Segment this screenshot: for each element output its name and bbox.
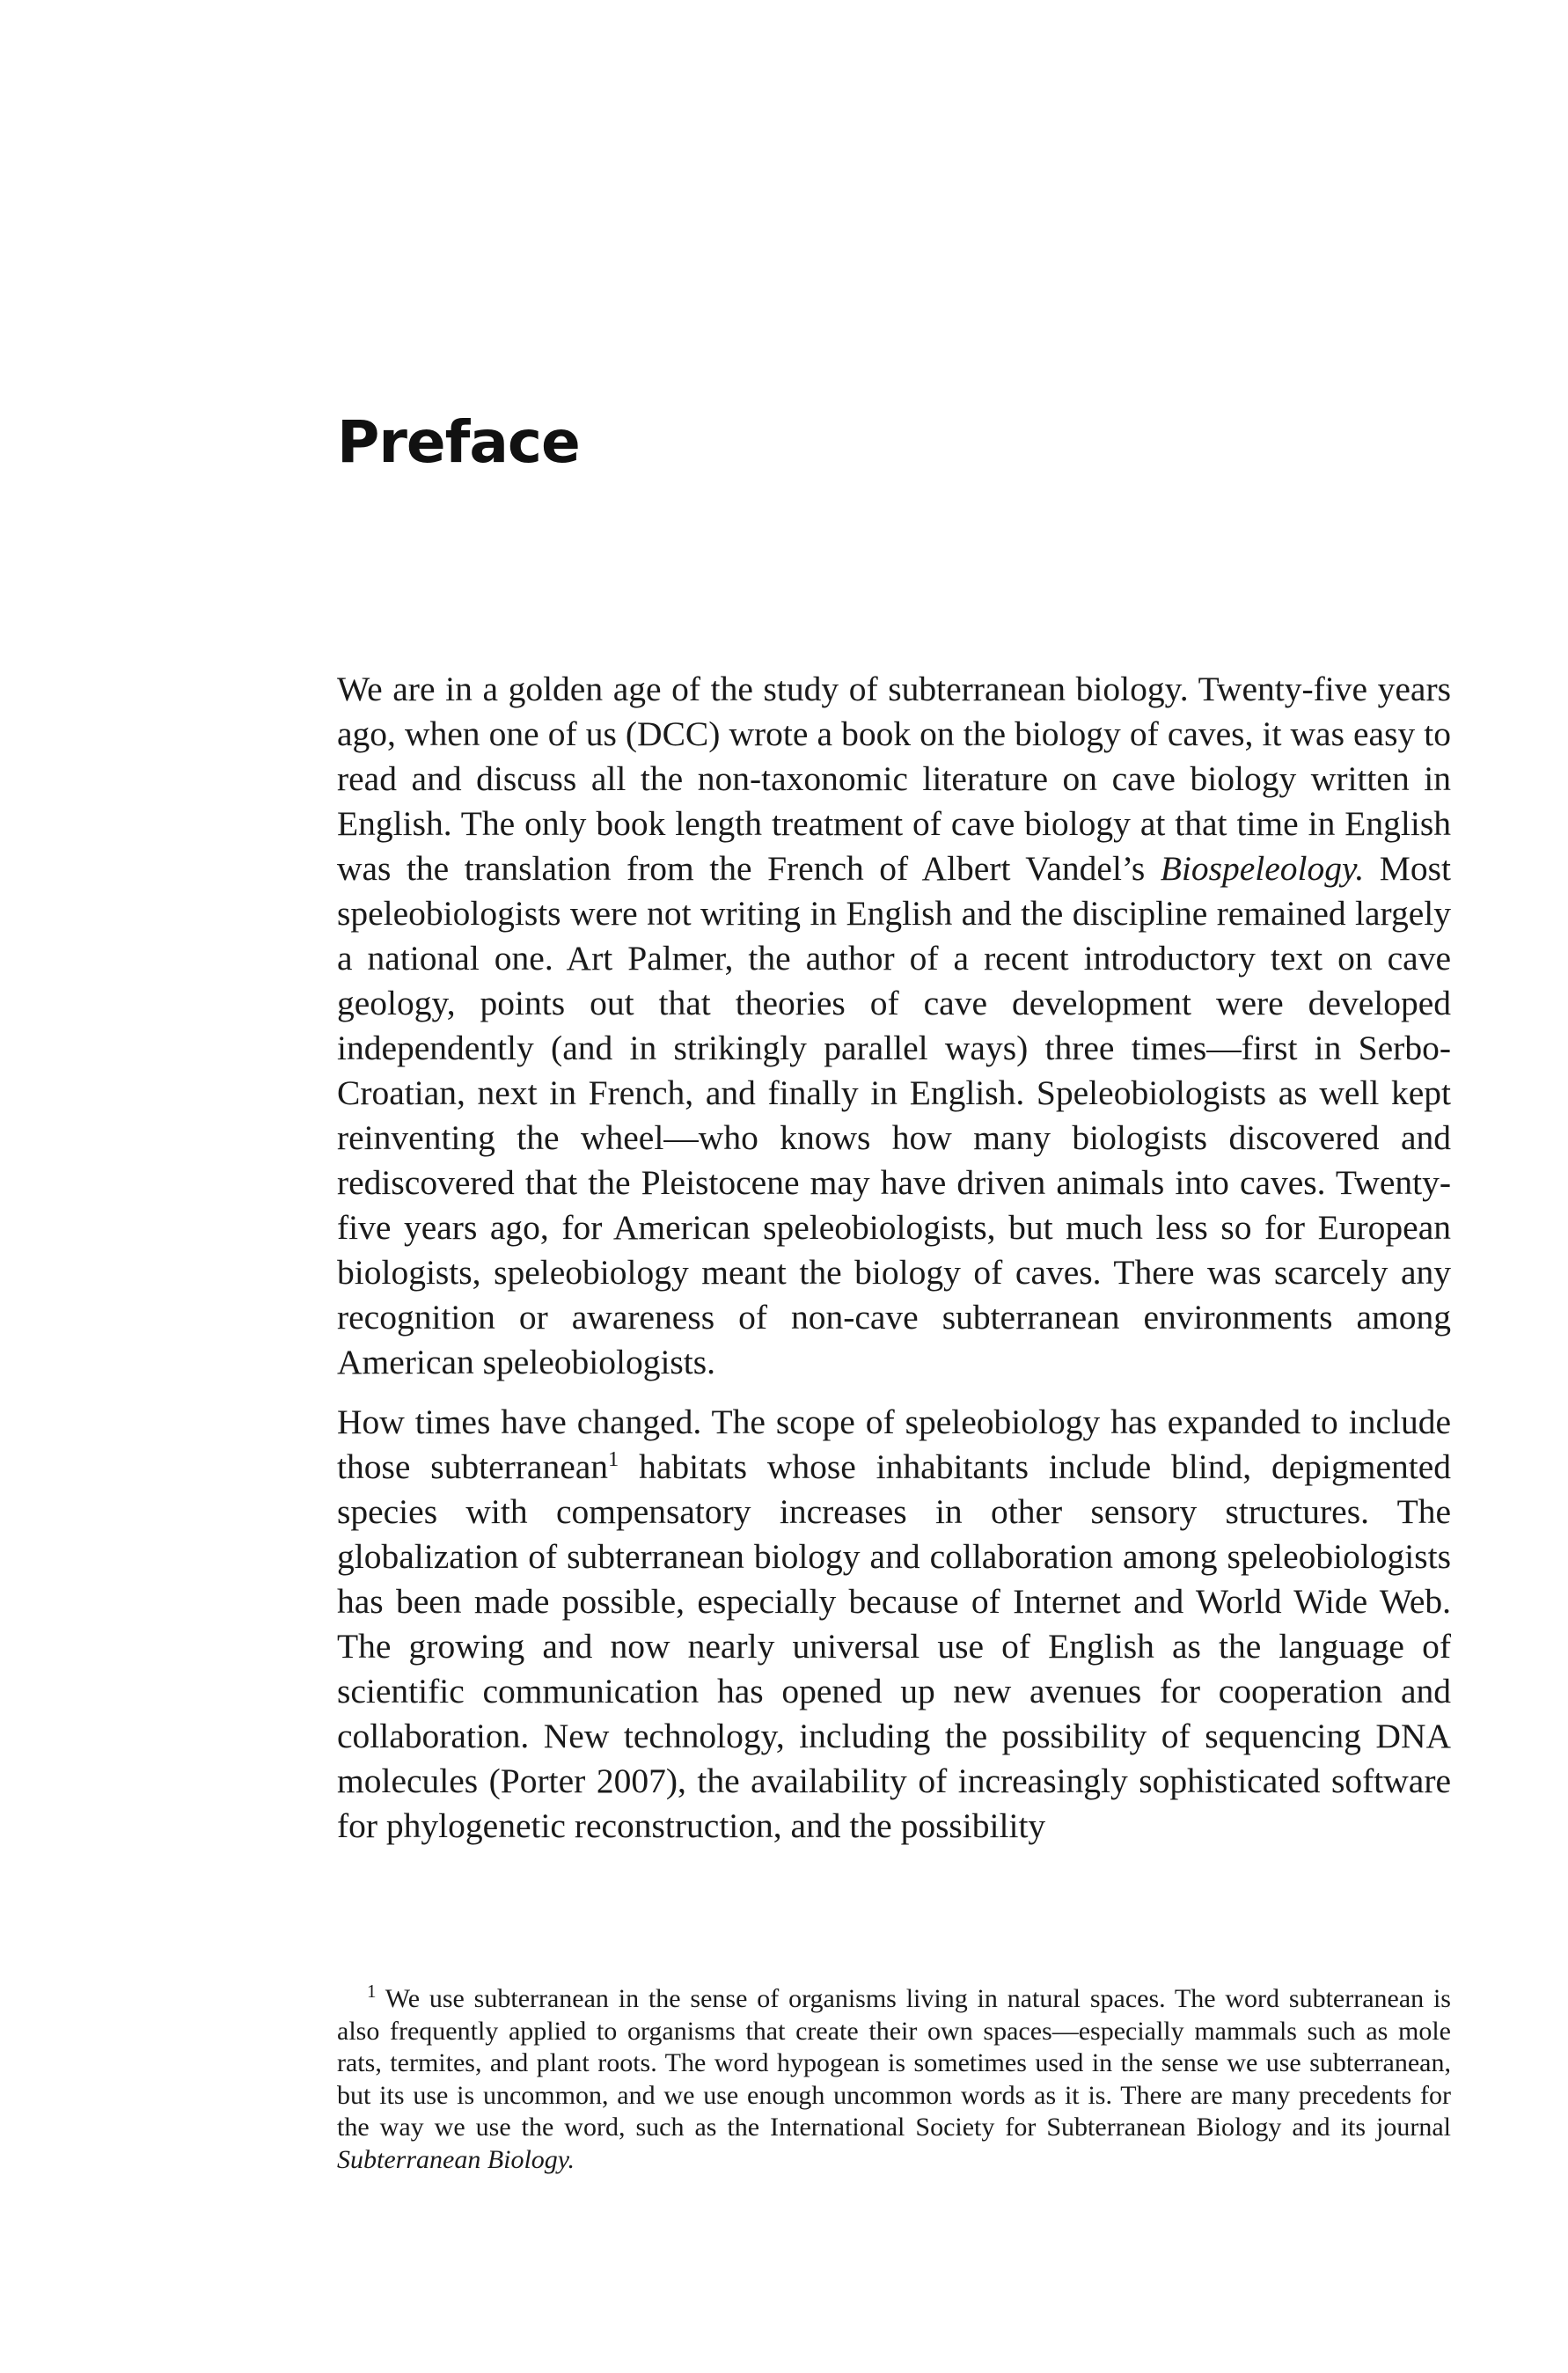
paragraph-2 [337, 1400, 1451, 1849]
footnote-1-text: We use subterranean in the sense of organisms living in natural spaces. The word subterranean is also frequently applied to organisms that create their own spaces—especially mammals such as mole rats, termites, and plant roots. The word hypogean is sometimes used in the sense we use subterranean, but its use is uncommon, and we use enough uncommon words as it is. There are many precedents for the way we use the word, such as the International Society for Subterranean Biology and its journal [337, 1984, 1451, 2142]
paragraph-1-text-b: Most speleobiologists were not writing in English and the discipline remained largely a national one. Art Palmer, the author of a recent introductory text on cave geology, points out that theories of cave development were developed independently (and in strikingly parallel ways) three times—first in Serbo-Croatian, next in French, and finally in English. Speleobiologists as well kept reinventing the wheel—who knows how many biologists discovered and rediscovered that the Pleistocene may have driven animals into caves. Twenty-five years ago, for American speleobiologists, but much less so for European biologists, speleobiology meant the biology of caves. There was scarcely any recognition or awareness of non-cave subterranean environments among American speleobiologists. [337, 849, 1452, 1381]
body-text [337, 667, 1451, 1864]
document-page [337, 0, 1451, 2373]
paragraph-2-text-b: habitats whose inhabitants include blind, depigmented species with compensatory increases in other sensory structures. The globalization of subterranean biology and collaboration among speleobiologists has been made possible, especially because of Internet and World Wide Web. The growing and now nearly universal use of English as the language of scientific communication has opened up new avenues for cooperation and collaboration. New technology, including the possibility of sequencing DNA molecules (Porter 2007), the availability of increasingly sophisticated software for phylogenetic reconstruction, and the possibility [337, 1447, 1451, 1845]
page-title: Preface [337, 408, 580, 476]
journal-title: Subterranean Biology. [337, 2144, 575, 2174]
footnotes [337, 1983, 1451, 2176]
footnote-marker: 1 [367, 1981, 377, 2002]
paragraph-1-text-a: We are in a golden age of the study of subterranean biology. Twenty-five years ago, when one of us (DCC) wrote a book on the biology of caves, it was easy to read and discuss all the non-taxonomic literature on cave biology written in English. The only book length treatment of cave biology at that time in English was the translation from the French of Albert Vandel’s [337, 670, 1451, 888]
paragraph-1 [337, 667, 1451, 1385]
book-title-biospeleology: Biospeleology. [1160, 849, 1365, 888]
footnote-1 [337, 1983, 1451, 2176]
footnote-reference-1: 1 [608, 1447, 619, 1471]
paragraph-2-text-a: How times have changed. The scope of speleobiology has expanded to include those subterranean [337, 1403, 1451, 1486]
